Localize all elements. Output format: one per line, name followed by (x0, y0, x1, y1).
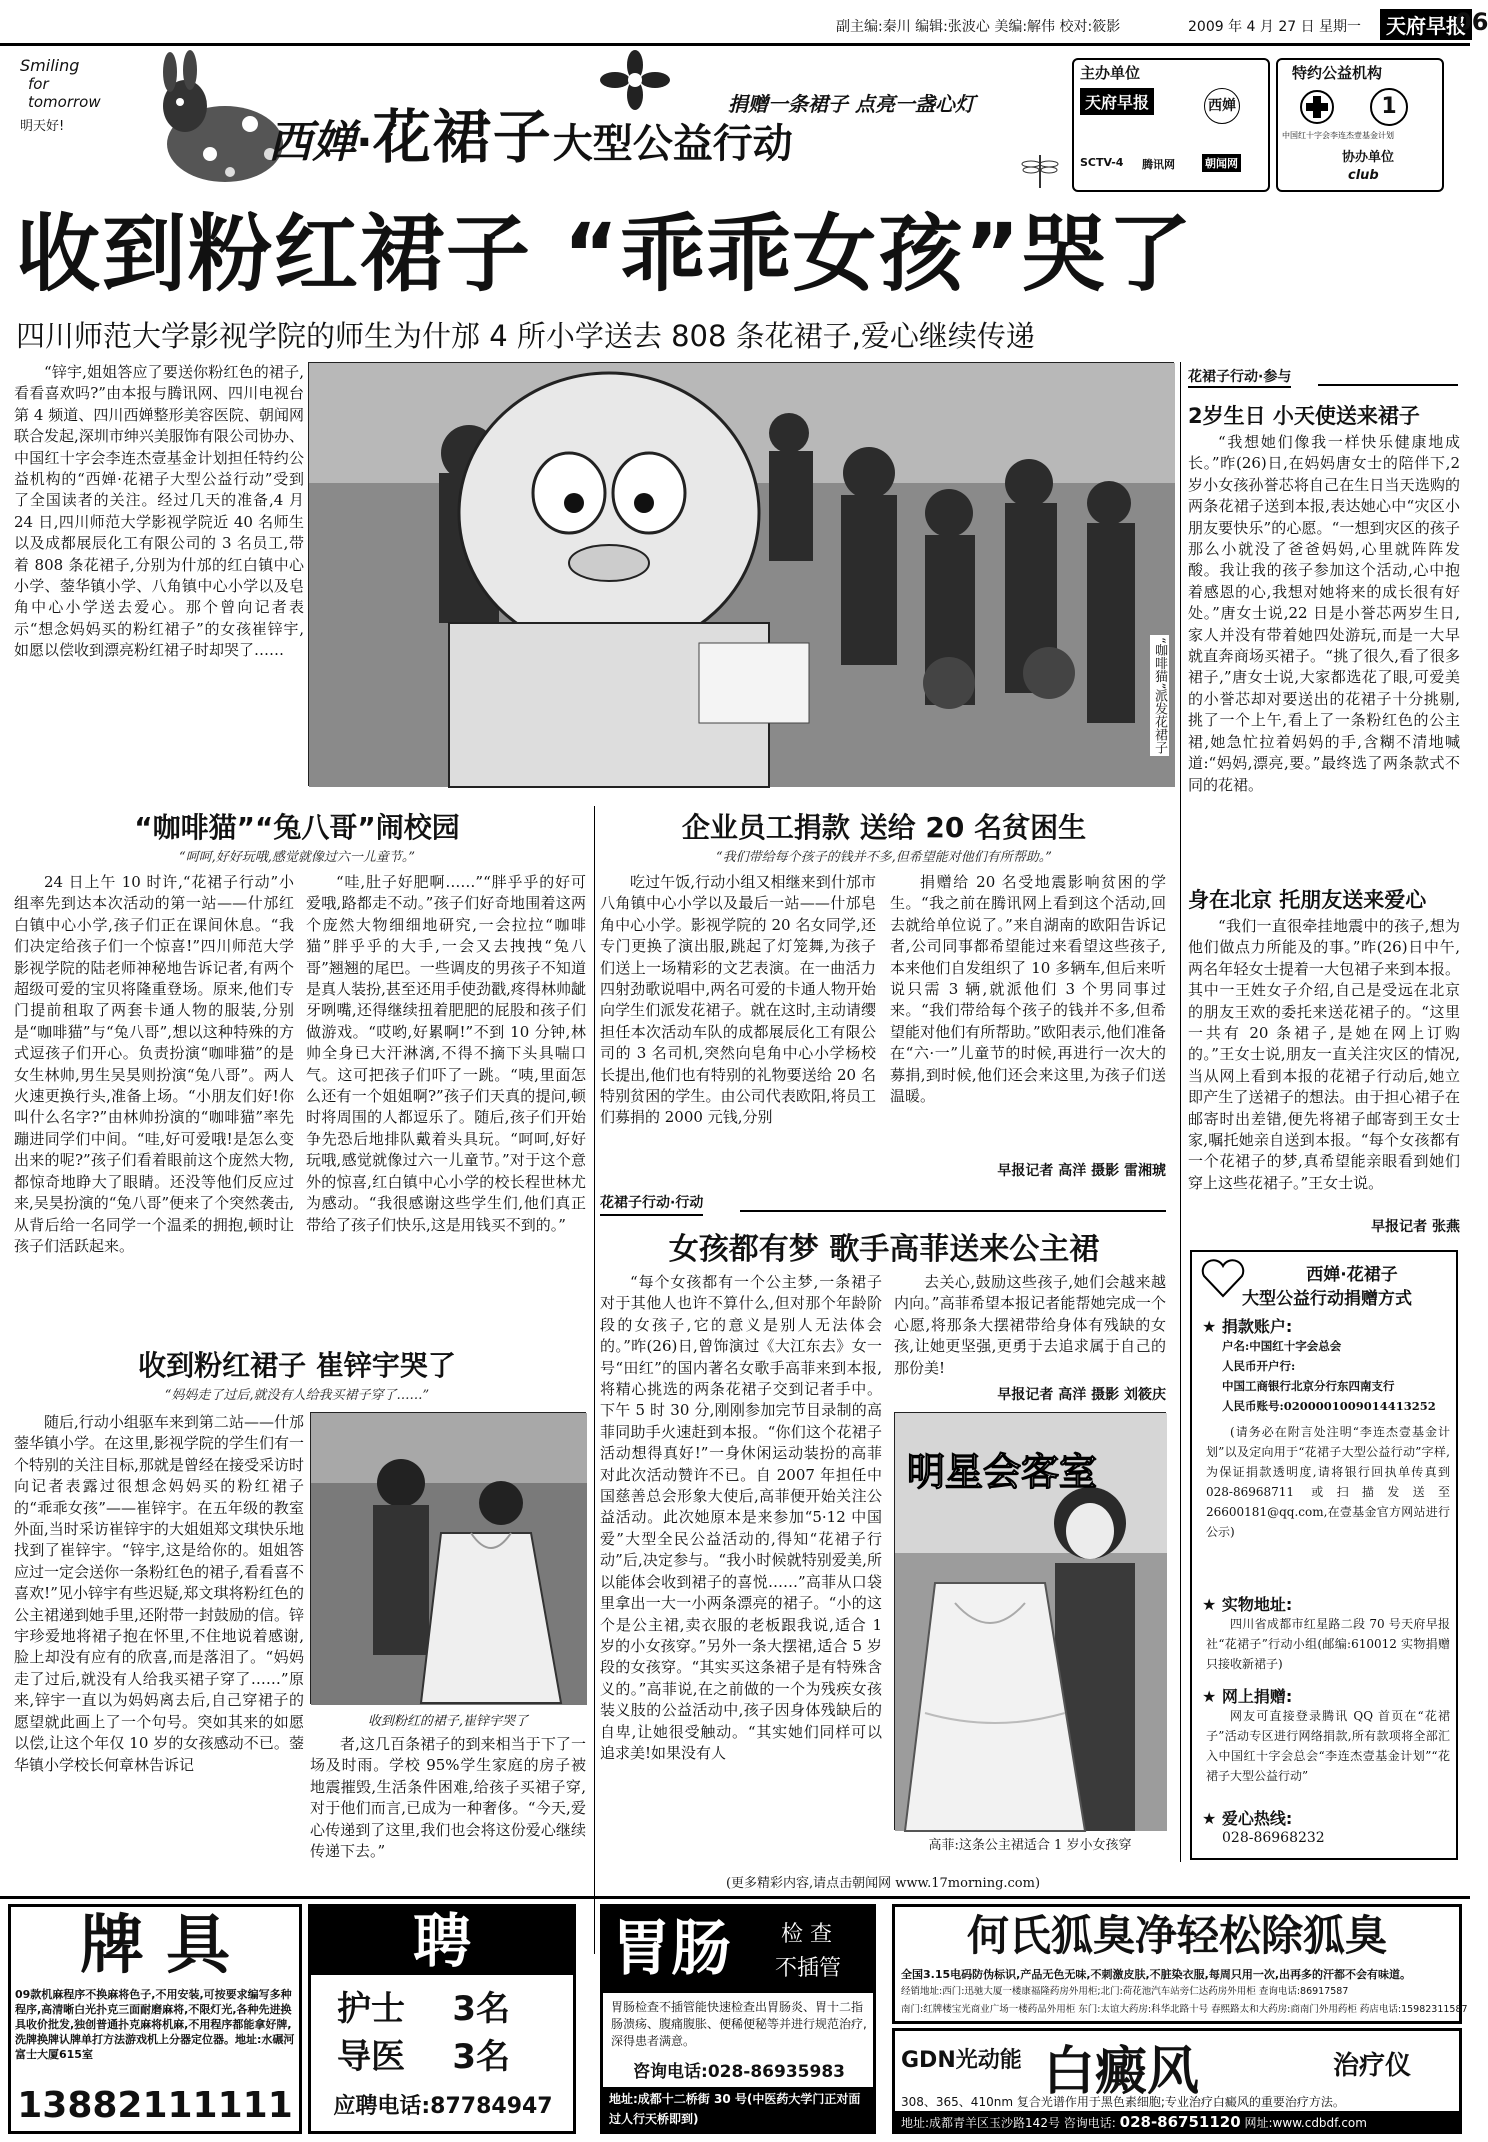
ad-cards[interactable] (8, 1904, 302, 2134)
section-corp-byline: 早报记者 高洋 摄影 雷湘琥 (997, 1163, 1166, 1179)
tomorrow-text: for tomorrow (28, 75, 101, 111)
section-cafe-subtitle: “呵呵,好好玩哦,感觉就像过六一儿童节。” (178, 850, 416, 865)
ad-vitiligo-footer (895, 2111, 1459, 2133)
cui-photo (310, 1412, 586, 1704)
ad-vitiligo-brand: GDN光动能 (901, 2048, 1022, 2073)
section-corp-title: 企业员工捐款 送给 20 名贫困生 (681, 811, 1087, 844)
section-singer-byline: 早报记者 高洋 摄影 刘筱庆 (997, 1387, 1166, 1403)
section-cui-col1: 随后,行动小组驱车来到第二站——什邡蓥华镇小学。在这里,影视学院的学生们有一个特别的关注目标,那就是曾经在接受采访时向记者表露过很想念妈妈买的粉红裙子的“乖乖女孩”——崔锌宇。在五年级的教室外面,当时采访崔锌宇的大姐姐郑文琪快乐地找到了崔锌宇。“锌宇,这是给你的。姐姐答应过一定会送你一条粉红色的裙子,看看喜不喜欢!”见小锌宇有些迟疑,郑文琪将粉红色的公主裙递到她手里,还附带一封鼓励的信。锌宇珍爱地将裙子抱在怀里,不住地说着感谢,脸上却没有应有的欣喜,而是落泪了。“妈妈走了过后,就没有人给我买裙子穿了……”原来,锌宇一直以为妈妈离去后,自己穿裙子的愿望就此画上了一个句号。突如其来的如愿以偿,让这个年仅 10 岁的女孩感动不已。蓥华镇小学校长何章林告诉记 (14, 1413, 304, 1774)
lead-story: “锌宇,姐姐答应了要送你粉红色的裙子,看看喜欢吗?”由本报与腾讯网、四川电视台第 4 频道、四川西婵整形美容医院、朝闻网联合发起,深圳市绅兴美服饰有限公司协办、中国红十字会李连杰壹基金计划担任特约公益机构的“西婵·花裙子大型公益行动”受到了全国读者的关注。经过几天的准备,4 月 24 日,四川师范大学影视学院近 40 名师生以及成都展辰化工有限公司的 3 名员工,带着 808 条花裙子,分别为什邡的红白镇中心小学、蓥华镇小学、八角镇中心小学以及皂角中心小学送去爱心。那个曾向记者表示“想念妈妈买的粉红裙子”的女孩崔锌宇,如愿以偿收到漂亮粉红裙子时却哭了…… (14, 363, 304, 660)
staff-credits: 副主编:秦川 编辑:张波心 美编:解伟 校对:筱影 (836, 19, 1121, 35)
section-corp-subtitle: “我们带给每个孩子的钱并不多,但希望能对他们有所帮助。” (716, 850, 1052, 865)
ad-hiring[interactable] (308, 1904, 576, 2134)
ad-hiring-row2 (337, 2029, 510, 2078)
org-tianfu: 天府早报 (1080, 88, 1154, 115)
sidebar-byline: 早报记者 张燕 (1371, 1219, 1460, 1235)
one-foundation-logo: 1 (1370, 88, 1408, 126)
title-dot: · (356, 117, 373, 168)
sidebar-story1-title: 2岁生日 小天使送来裙子 (1188, 404, 1420, 428)
sidebar-story2-title: 身在北京 托朋友送来爱心 (1188, 888, 1427, 912)
ad-vitiligo[interactable] (892, 2028, 1462, 2134)
section-singer-col1: “每个女孩都有一个公主梦,一条裙子对于其他人也许不算什么,但对那个年龄阶段的女孩子,它的意义是别人无法体会的。”昨(26)日,曾饰演过《大江东去》女一号“田红”的国内著名女歌手高菲来到本报,将精心挑选的两条花裙子交到记者手中。下午 5 时 30 分,刚刚参加完节目录制的高菲同助手火速赶到本报。“你们这个花裙子活动想得真好!”一身休闲运动装扮的高菲对此次活动赞许不已。自 2007 年担任中国慈善总会形象大使后,高菲便开始关注公益活动。此次她原本是来参加“5·12 中国爱”大型全民公益活动的,得知“花裙子行动”后,决定参与。“我小时候就特别爱美,所以能体会收到裙子的喜悦……”高菲从口袋里拿出一大一小两条漂亮的裙子。“小的这个是公主裙,卖衣服的老板跟我说,适合 1 岁的小女孩穿。”另外一条大摆裙,适合 5 岁段的女孩穿。“其实买这条裙子是有特殊含义的。”高菲说,在之前做的一个为残疾女孩装义肢的公益活动中,孩子因身体残缺后的自卑,让她很受触动。“其实她们同样可以追求美!如果没有人 (600, 1273, 882, 1762)
main-headline: 收到粉红裙子 “乖乖女孩”哭了 (16, 205, 1194, 303)
main-photo-scene (309, 363, 1175, 787)
participate-tag-rule (1318, 384, 1458, 386)
ad-hiring-nurse-count: 3名 (452, 1989, 511, 2029)
account-heading-text: 捐款账户: (1221, 1317, 1293, 1336)
section-corp-col2: 捐赠给 20 名受地震影响贫困的学生。“我之前在腾讯网上看到这个活动,回去就给单位说了。”来自湖南的欧阳告诉记者,公司同事都希望能过来看望这些孩子,本来他们自发组织了 10 多辆车,但后来听说只需 3 辆,就派他们 3 个男同事过来。“我们带给每个孩子的钱并不多,但希望能对他们有所帮助。”欧阳表示,他们准备在“六·一”儿童节的时候,再进行一次大的募捐,到时候,他们还会来这里,为孩子们送温暖。 (890, 873, 1166, 1106)
hotline-heading-text: 爱心热线: (1221, 1809, 1293, 1828)
singer-photo (894, 1412, 1166, 1830)
section-corp-col1: 吃过午饭,行动小组又相继来到什邡市八角镇中心小学以及最后一站——什邡皂角中心小学。影视学院的 20 名女同学,还专门更换了演出服,跳起了灯笼舞,为孩子们送上一场精彩的文艺表演。在一曲活力四射劲歌说唱中,两名可爱的卡通人物开始向学生们派发花裙子。就在这时,主动请缨担任本次活动车队的成都展辰化工有限公司的 3 名司机,突然向皂角中心小学杨校长提出,他们也有特别的礼物要送给 20 名特别贫困的学生。由公司代表欧阳,将员工们募捐的 2000 元钱,分别 (600, 873, 876, 1127)
ad-hiring-row1 (337, 1981, 510, 2030)
campaign-banner (0, 50, 1470, 198)
singer-photo-caption: 高菲:这条公主裙适合 1 岁小女孩穿 (928, 1838, 1132, 1853)
ad-cards-title: 牌 具 (79, 1909, 231, 1983)
online-heading-text: 网上捐赠: (1221, 1687, 1293, 1706)
ad-vitiligo-phone: 028-86751120 (1119, 2113, 1241, 2131)
ad-odor[interactable] (892, 1904, 1468, 2024)
smiling-text: Smiling (20, 56, 80, 75)
ad-stomach-nocatheter: 不插管 (775, 1956, 842, 1981)
co-organizer-label: 协办单位 (1342, 150, 1395, 165)
goods-heading-text: 实物地址: (1221, 1595, 1293, 1614)
cui-photo-scene (311, 1413, 587, 1705)
singer-photo-sign: 明星会客室 (907, 1450, 1098, 1494)
title-huaqunzi: 花裙子 (372, 103, 553, 171)
ad-stomach-title: 胃肠 (611, 1914, 731, 1984)
ad-odor-text2: 经销地址:西门:迅驰大厦一楼康福隆药房外用柜;北门:荷花池汽车站旁仁达药房外用柜 查询电话:86917587 (901, 1986, 1349, 1997)
ad-odor-text3: 南门:红牌楼宝光商业广场一楼药品外用柜 东门:太谊大药房:科华北路十号 春熙路太和大药房:商南门外用药柜 药店电话:15982311587 (901, 2004, 1468, 2015)
online-details: 网友可直接登录腾讯 QQ 首页在“花裙子”活动专区进行网络捐款,所有款项将全部汇入中国红十字会总会“李连杰壹基金计划”“花裙子大型公益行动” (1206, 1709, 1450, 1783)
ad-stomach-address: 地址:成都十二桥街 30 号(中医药大学门正对面过人行天桥即到) (603, 2087, 873, 2131)
more-content-link[interactable]: (更多精彩内容,请点击朝闻网 www.17morning.com) (725, 1876, 1041, 1891)
page-number: 06 (1455, 8, 1488, 36)
sidebar-story2: “我们一直很牵挂地震中的孩子,想为他们做点力所能及的事。”昨(26)日中午,两名年轻女士提着一大包裙子来到本报。其中一王姓女子介绍,自己是受远在北京的朋友王欢的委托来送花裙子的。“这里一共有 20 条裙子,是她在网上订购的。”王女士说,朋友一直关注灾区的情况,当从网上看到本报的花裙子行动后,她立即产生了送裙子的想法。由于担心裙子在邮寄时出差错,便先将裙子邮寄到王女士家,嘱托她亲自送到本报。“每个女孩都有一个花裙子的梦,真希望能亲眼看到她们穿上这些花裙子。”王女士说。 (1188, 917, 1460, 1192)
ad-cards-text: 09款机麻程序不换麻将色子,不用安装,可按要求编写多种程序,高清晰白光扑克三面耐磨麻将,不限灯光,各种先进换具收价批发,独创普通扑克麻将机麻,不用程序都能拿好牌,洗牌换牌认牌单打方法游戏机上分器定位器。地址:水碾河富士大厦615室 (15, 1988, 295, 2061)
sidebar-story1: “我想她们像我一样快乐健康地成长。”昨(26)日,在妈妈唐女士的陪伴下,2 岁小女孩孙誉芯将自己在生日当天选购的两条花裙子送到本报,表达她心中“灾区小朋友要快乐”的心愿。“一想到灾区的孩子那么小就没了爸爸妈妈,心里就阵阵发酸。我让我的孩子参加这个活动,心中抱着感恩的心,我想对她将来的成长很有好处。”唐女士说,22 日是小誉芯两岁生日,家人并没有带着她四处游玩,而是一大早就直奔商场买裙子。“挑了很久,看了很多裙子,”唐女士说,大家都选花了眼,可爱美的小誉芯却对要送出的花裙子十分挑剔,挑了一个上午,看上了一条粉红色的公主裙,她急忙拉着妈妈的手,含糊不清地喊道:“妈妈,漂亮,要。”最终选了两条款式不同的花裙。 (1188, 433, 1460, 794)
section-cui-title: 收到粉红裙子 崔锌宇哭了 (138, 1349, 456, 1382)
cui-photo-caption: 收到粉红的裙子,崔锌宇哭了 (367, 1714, 529, 1729)
ad-hiring-guide-count: 3名 (452, 2037, 511, 2077)
ad-stomach-phone: 咨询电话:028-86935983 (633, 2062, 845, 2082)
campaign-title (268, 90, 793, 174)
account-heading: ★ 捐款账户: (1202, 1317, 1293, 1336)
ad-stomach-title-bar (603, 1907, 873, 1993)
red-cross-icon (1300, 90, 1334, 124)
ad-hiring-phone: 应聘电话:87784947 (333, 2094, 553, 2119)
online-heading: ★ 网上捐赠: (1202, 1687, 1293, 1706)
ad-vitiligo-web: 网址:www.cdbdf.com (1244, 2116, 1367, 2130)
ad-odor-title: 何氏狐臭净轻松除狐臭 (966, 1911, 1387, 1960)
campaign-slogan: 捐赠一条裙子 点亮一盏心灯 (728, 92, 975, 116)
section-singer-title: 女孩都有梦 歌手高菲送来公主裙 (668, 1232, 1100, 1267)
main-photo-caption (1150, 635, 1168, 756)
sponsor-box (1276, 58, 1444, 192)
section-cafe-col1: 24 日上午 10 时许,“花裙子行动”小组率先到达本次活动的第一站——什邡红白镇中心小学,孩子们正在课间休息。“我们决定给孩子们一个惊喜!”四川师范大学影视学院的陆老师神秘地告诉记者,有两个超级可爱的宝贝将隆重登场。原来,他们专门提前租取了两套卡通人物的服装,分别是“咖啡猫”与“兔八哥”,想以这种特殊的方式逗孩子们开心。负责扮演“咖啡猫”的是女生林帅,男生吴昊则扮演“兔八哥”。两人火速更换行头,准备上场。“小朋友们好!你叫什么名字?”由林帅扮演的“咖啡猫”率先蹦进同学们中间。“哇,好可爱哦!是怎么变出来的呢?”孩子们看着眼前这个庞然大物,都惊奇地睁大了眼睛。还没等他们反应过来,吴昊扮演的“兔八哥”便来了个突然袭击,从背后给一名同学一个温柔的拥抱,顿时让孩子们活跃起来。 (14, 873, 294, 1255)
ad-vitiligo-text: 308、365、410nm 复合光谱作用于黑色素细胞;专业治疗白癜风的重要治疗方法。 (901, 2095, 1345, 2109)
donation-title1: 西婵·花裙子 (1306, 1265, 1398, 1285)
ad-hiring-title: 聘 (412, 1907, 471, 1975)
action-tag-rule (740, 1210, 1166, 1212)
main-photo-caption-text: “咖啡猫”派发花裙子 (1152, 637, 1167, 755)
co-organizer-club: club (1348, 168, 1379, 183)
title-action: 大型公益行动 (552, 121, 793, 167)
ad-hiring-title-bar (311, 1907, 573, 1975)
section-cafe-title: “咖啡猫”“兔八哥”闹校园 (134, 811, 460, 844)
ad-stomach[interactable] (600, 1904, 876, 2134)
ad-vitiligo-address: 地址:成都青羊区玉沙路142号 咨询电话: (901, 2116, 1116, 2130)
ad-vitiligo-suffix: 治疗仪 (1333, 2051, 1412, 2081)
donation-box (1190, 1250, 1458, 1860)
ad-hiring-nurse: 护士 (337, 1989, 405, 2029)
org-xichan: 西婵 (1204, 88, 1240, 124)
ad-hiring-guide: 导医 (337, 2037, 405, 2077)
goods-details: 四川省成都市红星路二段 70 号天府早报社“花裙子”行动小组(邮编:610012 实物捐赠只接收新裙子) (1206, 1617, 1450, 1671)
paper-logo-small: 天府早报 (1380, 9, 1472, 40)
section-cafe-col2: “哇,肚子好肥啊……”“胖乎乎的好可爱哦,路都走不动。”孩子们好奇地围着这两个庞然大物细细地研究,一会拉拉“咖啡猫”胖乎乎的大手,一会又去拽拽“兔八哥”翘翘的尾巴。一些调皮的男孩子不知道是真人装扮,甚至还用手使劲戳,疼得林帅龇牙咧嘴,还得继续扭着肥肥的屁股和孩子们做游戏。“哎哟,好累啊!”不到 10 分钟,林帅全身已大汗淋漓,不得不摘下头具喘口气。这可把孩子们吓了一跳。“咦,里面怎么还有一个姐姐啊?”孩子们天真的提问,顿时将周围的人都逗乐了。随后,孩子们开始争先恐后地排队戴着头具玩。“呵呵,好好玩哦,感觉就像过六一儿童节。”对于这个意外的惊喜,红白镇中心小学的校长程世林尤为感动。“我很感谢这些学生们,他们真正带给了孩子们快乐,这是用钱买不到的。” (306, 873, 586, 1234)
section-singer-col2: 去关心,鼓励这些孩子,她们会越来越内向。”高菲希望本报记者能帮她完成一个心愿,将那条大摆裙带给身体有残缺的女孩,让她更坚强,更勇于去追求属于自己的那份美! (894, 1273, 1166, 1377)
donation-note: (请务必在附言处注明“李连杰壹基金计划”以及定向用于“花裙子大型公益行动”字样,为保证捐款透明度,请将银行回执单传真到 028-86968711 或扫描发送至 26600181@qq.com,在壹基金官方网站进行公示) (1206, 1425, 1450, 1539)
org-chaowen: 朝闻网 (1202, 154, 1241, 172)
action-tag: 花裙子行动·行动 (600, 1192, 703, 1216)
mingtian-text: 明天好! (20, 119, 65, 134)
ad-stomach-text: 胃肠检查不插管能快速检查出胃肠炎、胃十二指肠溃疡、腹痛腹胀、便稀便秘等并进行规范治疗,深得患者满意。 (611, 2000, 867, 2048)
ads-top-rule (0, 1896, 1470, 1899)
account-details: 户名:中国红十字会总会 人民币开户行: 中国工商银行北京分行东四南支行 人民币账号:0200001009014413252 (1222, 1339, 1436, 1413)
ad-stomach-check: 检 查 (781, 1922, 832, 1947)
main-photo-coffee-cat (308, 362, 1174, 786)
section-cui-col2: 者,这几百条裙子的到来相当于下了一场及时雨。学校 95%学生家庭的房子被地震摧毁,生活条件困难,给孩子买裙子穿,对于他们而言,已成为一种奢侈。“今天,爱心传递到了这里,我们也会将这份爱心继续传递下去。” (310, 1735, 586, 1861)
hotline-heading: ★ 爱心热线: (1202, 1809, 1293, 1828)
ad-vitiligo-title: 白癜风 (1043, 2042, 1200, 2102)
title-xichan: 西婵 (268, 117, 356, 168)
dragonfly-icon (1020, 150, 1060, 190)
organizer-label: 主办单位 (1080, 64, 1141, 82)
organizers-box (1072, 58, 1270, 192)
page-header (0, 0, 1488, 46)
column-rule-1 (594, 806, 595, 1954)
participate-tag: 花裙子行动·参与 (1188, 366, 1291, 388)
ad-cards-phone: 13882111111 (17, 2085, 293, 2126)
section-cui-subtitle: “妈妈走了过后,就没有人给我买裙子穿了……” (164, 1388, 430, 1403)
column-rule-2 (1180, 362, 1181, 1862)
hotline-number: 028-86968232 (1222, 1830, 1325, 1846)
smiling-logo (20, 56, 120, 134)
issue-date: 2009 年 4 月 27 日 星期一 (1188, 19, 1362, 35)
org-sctv: SCTV-4 (1080, 156, 1124, 169)
headline-deck: 四川师范大学影视学院的师生为什邡 4 所小学送去 808 条花裙子,爱心继续传递 (16, 319, 1035, 353)
sponsor-name: 中国红十字会李连杰壹基金计划 (1282, 131, 1394, 140)
org-tencent: 腾讯网 (1142, 158, 1175, 171)
ad-odor-text1: 全国3.15电码防伪标识,产品无色无味,不刺激皮肤,不脏染衣服,每周只用一次,出再多的汗都不会有味道。 (901, 1968, 1412, 1981)
sponsor-label: 特约公益机构 (1292, 64, 1383, 82)
donation-title2: 大型公益行动捐赠方式 (1242, 1289, 1412, 1309)
goods-heading: ★ 实物地址: (1202, 1595, 1293, 1614)
